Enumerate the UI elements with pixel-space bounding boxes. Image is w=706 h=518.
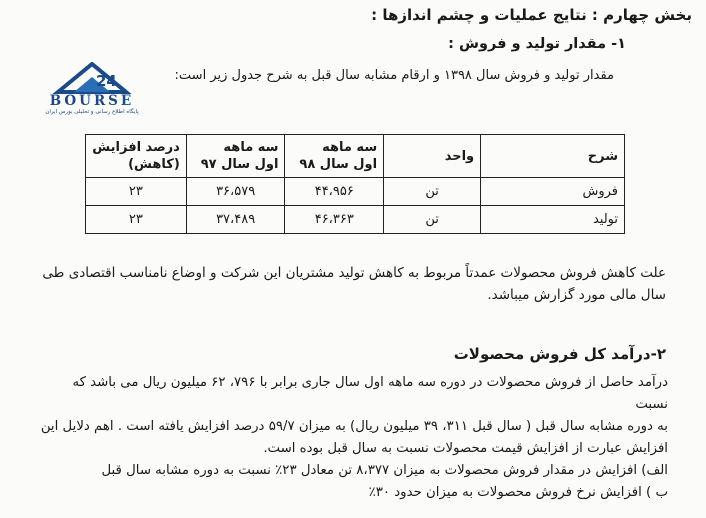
logo-digits: 24: [96, 72, 117, 90]
header-q1-1398: سه ماهه اول سال ۹۸: [285, 135, 384, 178]
header-change-percent: درصد افزایش (کاهش): [86, 135, 187, 178]
row-unit: تن: [384, 178, 481, 206]
sales-decline-paragraph: [40, 262, 666, 306]
row-value-1398: ۴۶،۳۶۳: [285, 206, 384, 234]
logo-mark-icon: [18, 62, 166, 96]
header-description: شرح: [481, 135, 625, 178]
paragraph-line: سال مالی مورد گزارش میباشد.: [487, 287, 666, 303]
row-label: فروش: [481, 178, 625, 206]
paragraph-line: الف) افزایش در مقدار فروش محصولات به میزان ۸،۳۷۷ تن معادل ۲۳٪ نسبت به دوره مشابه سال قبل: [101, 463, 668, 478]
row-unit: تن: [384, 206, 481, 234]
intro-text: مقدار تولید و فروش سال ۱۳۹۸ و ارقام مشابه سال قبل به شرح جدول زیر است:: [174, 68, 614, 83]
logo-tagline: پایگاه اطلاع رسانی و تحلیلی بورس ایران: [45, 109, 139, 115]
bourse24-logo: [18, 62, 166, 120]
revenue-paragraph: [40, 372, 668, 504]
header-q1-1397: سه ماهه اول سال ۹۷: [186, 135, 285, 178]
paragraph-line: درآمد حاصل از فروش محصولات در دوره سه ماهه اول سال جاری برابر با ۷۹۶، ۶۲ میلیون ریال می باشد که نسبت: [72, 375, 668, 412]
row-change: ۲۳: [86, 206, 187, 234]
logo-brand-text: BOURSE: [49, 93, 135, 109]
row-label: تولید: [481, 206, 625, 234]
row-value-1398: ۴۴،۹۵۶: [285, 178, 384, 206]
paragraph-line: به دوره مشابه سال قبل ( سال قبل ۳۱۱، ۳۹ میلیون ریال) به میزان ۵۹/۷ درصد افزایش یافته است . اهم دلایل این: [40, 419, 668, 434]
subsection-title-revenue: ۲-درآمد کل فروش محصولات: [453, 345, 666, 363]
row-value-1397: ۳۶،۵۷۹: [186, 178, 285, 206]
paragraph-line: افزایش عبارت از افزایش قیمت محصولات نسبت به سال قبل بوده است.: [263, 441, 668, 456]
table-header-row: [86, 135, 625, 178]
row-value-1397: ۳۷،۴۸۹: [186, 206, 285, 234]
subsection-title-production-sales: ۱- مقدار تولید و فروش :: [448, 36, 626, 52]
table-row: [86, 178, 625, 206]
paragraph-line: ب ) افزایش نرخ فروش محصولات به میزان حدود ۳۰٪: [368, 485, 668, 500]
section-title: بخش چهارم : نتایج عملیات و چشم اندازها :: [371, 6, 692, 24]
row-change: ۲۳: [86, 178, 187, 206]
production-sales-table: [85, 134, 625, 234]
paragraph-line: علت کاهش فروش محصولات عمدتاً مربوط به کاهش تولید مشتریان این شرکت و اوضاع نامناسب اقتصادی طی: [42, 265, 666, 281]
header-unit: واحد: [384, 135, 481, 178]
table-row: [86, 206, 625, 234]
